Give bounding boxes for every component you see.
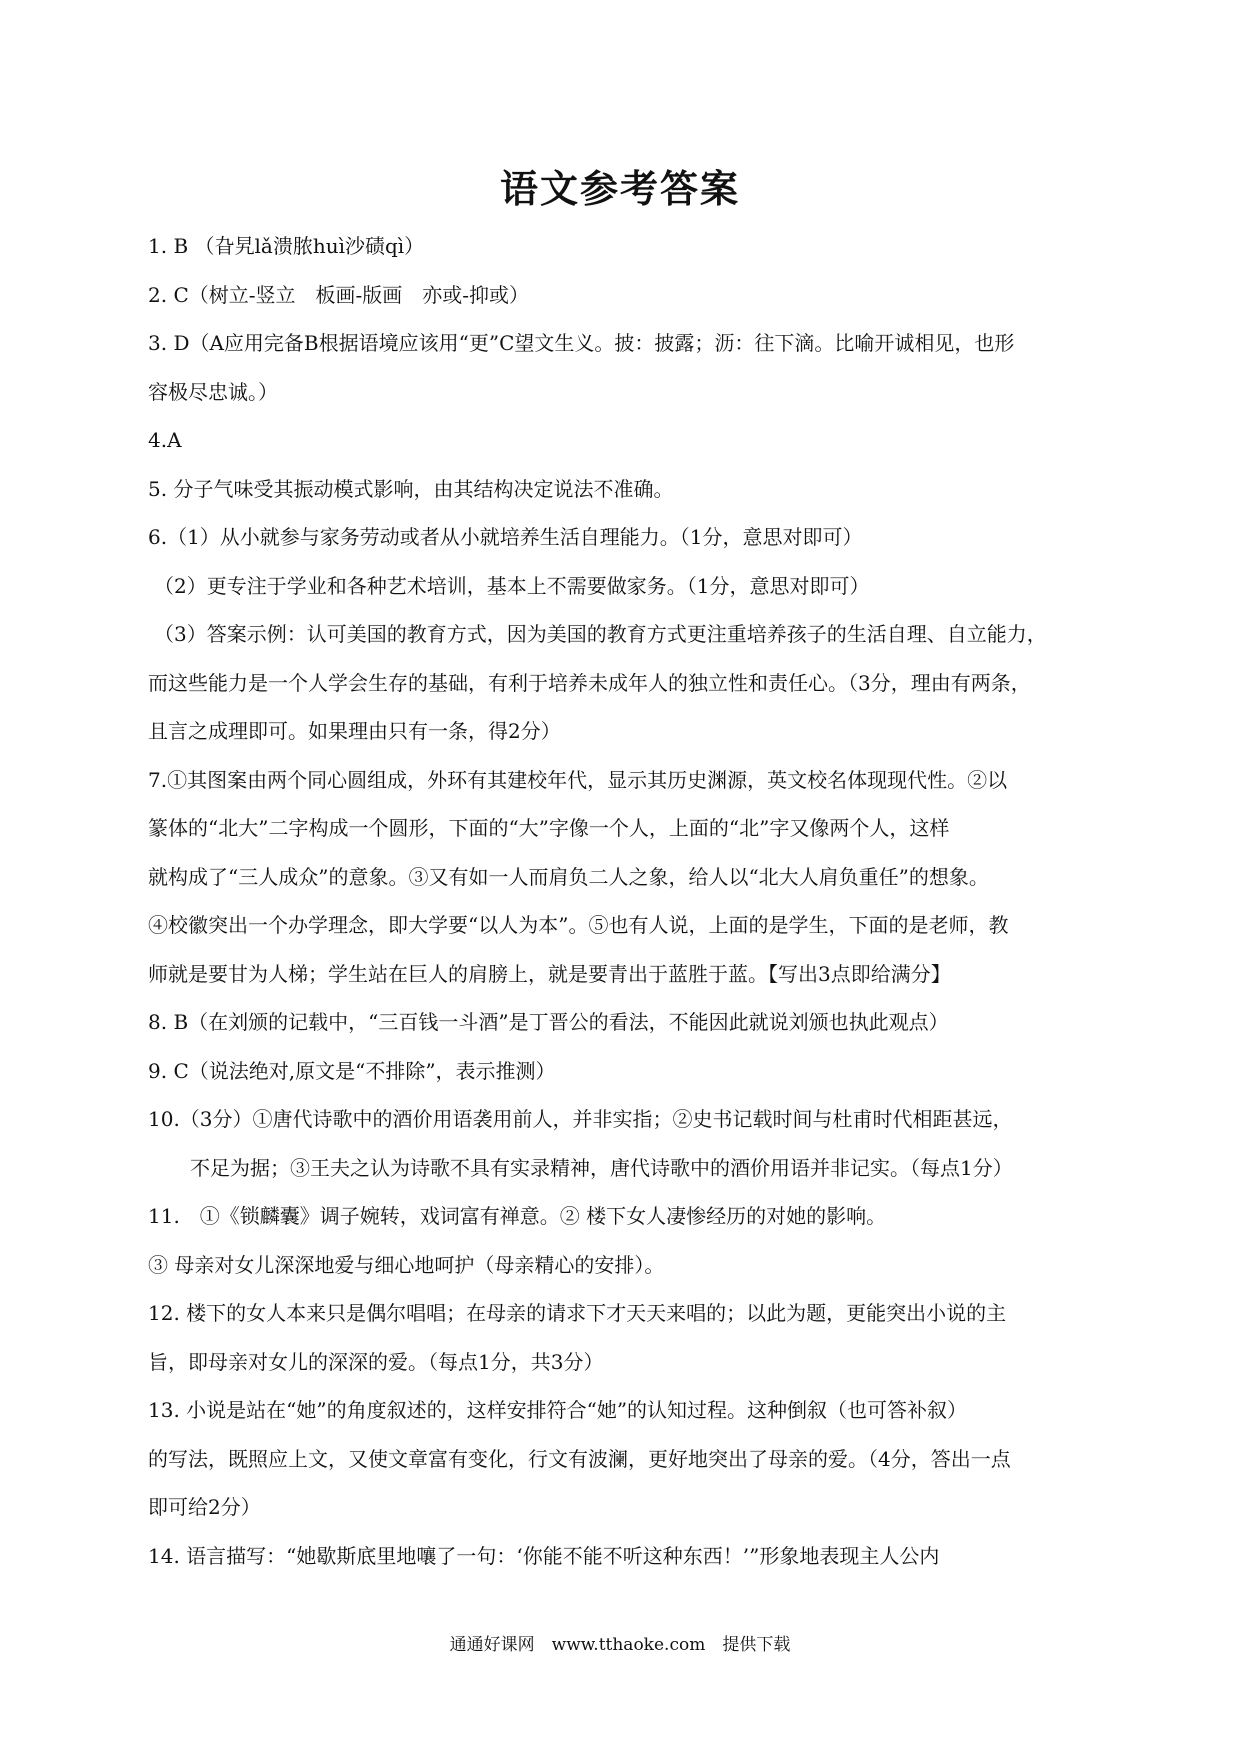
answer-line-12: 12. 楼下的女人本来只是偶尔唱唱；在母亲的请求下才天天来唱的；以此为题，更能突出小说的主 — [148, 1301, 1007, 1325]
page-title: 语文参考答案 — [499, 166, 740, 211]
answer-line-6-2: （2）更专注于学业和各种艺术培训，基本上不需要做家务。（1分，意思对即可） — [154, 573, 870, 598]
answer-line-13-cont: 的写法，既照应上文，又使文章富有变化，行文有波澜，更好地突出了母亲的爱。（4分，答出一点 — [148, 1446, 1011, 1471]
answer-line-7: 7.①其图案由两个同心圆组成，外环有其建校年代，显示其历史渊源，英文校名体现现代性。②以 — [148, 767, 1008, 792]
answer-line-8: 8. B（在刘颁的记载中，“三百钱一斗酒”是丁晋公的看法，不能因此就说刘颁也执此观点） — [148, 1010, 949, 1034]
answer-line-10: 10.（3分）①唐代诗歌中的酒价用语袭用前人，并非实指；②史书记载时间与杜甫时代相距甚远， — [148, 1107, 1013, 1131]
answer-line-10-cont: 不足为据；③王夫之认为诗歌不具有实录精神，唐代诗歌中的酒价用语并非记实。（每点1分） — [190, 1155, 1013, 1180]
answer-line-11-cont: ③ 母亲对女儿深深地爱与细心地呵护（母亲精心的安排）。 — [148, 1252, 665, 1277]
answer-line-5: 5. 分子气味受其振动模式影响，由其结构决定说法不准确。 — [148, 476, 674, 501]
answer-line-12-cont: 旨，即母亲对女儿的深深的爱。（每点1分，共3分） — [148, 1349, 604, 1374]
answer-line-6-3: （3）答案示例：认可美国的教育方式，因为美国的教育方式更注重培养孩子的生活自理、自立能力， — [154, 622, 1047, 646]
answer-line-9: 9. C（说法绝对,原文是“不排除”，表示推测） — [148, 1058, 556, 1083]
answer-line-7-cont: 篆体的“北大”二字构成一个圆形，下面的“大”字像一个人，上面的“北”字又像两个人，这样 — [148, 816, 950, 840]
answer-line-14: 14. 语言描写：“她歇斯底里地嚷了一句：‘你能不能不听这种东西！’”形象地表现主人公内 — [148, 1543, 940, 1568]
answer-line-7-cont2: 就构成了“三人成众”的意象。③又有如一人而肩负二人之象，给人以“北大人肩负重任”的想象。 — [148, 864, 989, 889]
answer-list — [148, 222, 1096, 1580]
answer-line-4: 4.A — [148, 428, 182, 452]
answer-line-6-3-cont2: 且言之成理即可。如果理由只有一条，得2分） — [148, 719, 561, 743]
answer-line-3-cont: 容极尽忠诚。） — [148, 379, 278, 404]
answer-line-6-3-cont: 而这些能力是一个人学会生存的基础，有利于培养未成年人的独立性和责任心。（3分，理由有两条， — [148, 670, 1031, 695]
answer-line-6-1: 6.（1）从小就参与家务劳动或者从小就培养生活自理能力。（1分，意思对即可） — [148, 525, 863, 549]
answer-line-3: 3. D（A应用完备B根据语境应该用“更”C望文生义。披：披露；沥：往下滴。比喻开诚相见，也形 — [148, 331, 1015, 355]
answer-line-11: 11. ①《锁麟囊》调子婉转，戏词富有禅意。② 楼下女人凄惨经历的对她的影响。 — [148, 1204, 887, 1228]
answer-line-7-cont4: 师就是要甘为人梯；学生站在巨人的肩膀上，就是要青出于蓝胜于蓝。【写出3点即给满分】 — [148, 961, 951, 986]
answer-line-13-cont2: 即可给2分） — [148, 1495, 261, 1519]
answer-line-13: 13. 小说是站在“她”的角度叙述的，这样安排符合“她”的认知过程。这种倒叙（也可答补叙） — [148, 1398, 968, 1422]
answer-line-7-cont3: ④校徽突出一个办学理念，即大学要“以人为本”。⑤也有人说，上面的是学生，下面的是老师，教 — [148, 913, 1009, 937]
answer-line-1: 1. B （旮旯lǎ溃脓huì沙碛qì） — [148, 234, 425, 258]
page-footer: 通通好课网 www.tthaoke.com 提供下载 — [449, 1635, 791, 1655]
answer-line-2: 2. C（树立-竖立 板画-版画 亦或-抑或） — [148, 282, 530, 307]
